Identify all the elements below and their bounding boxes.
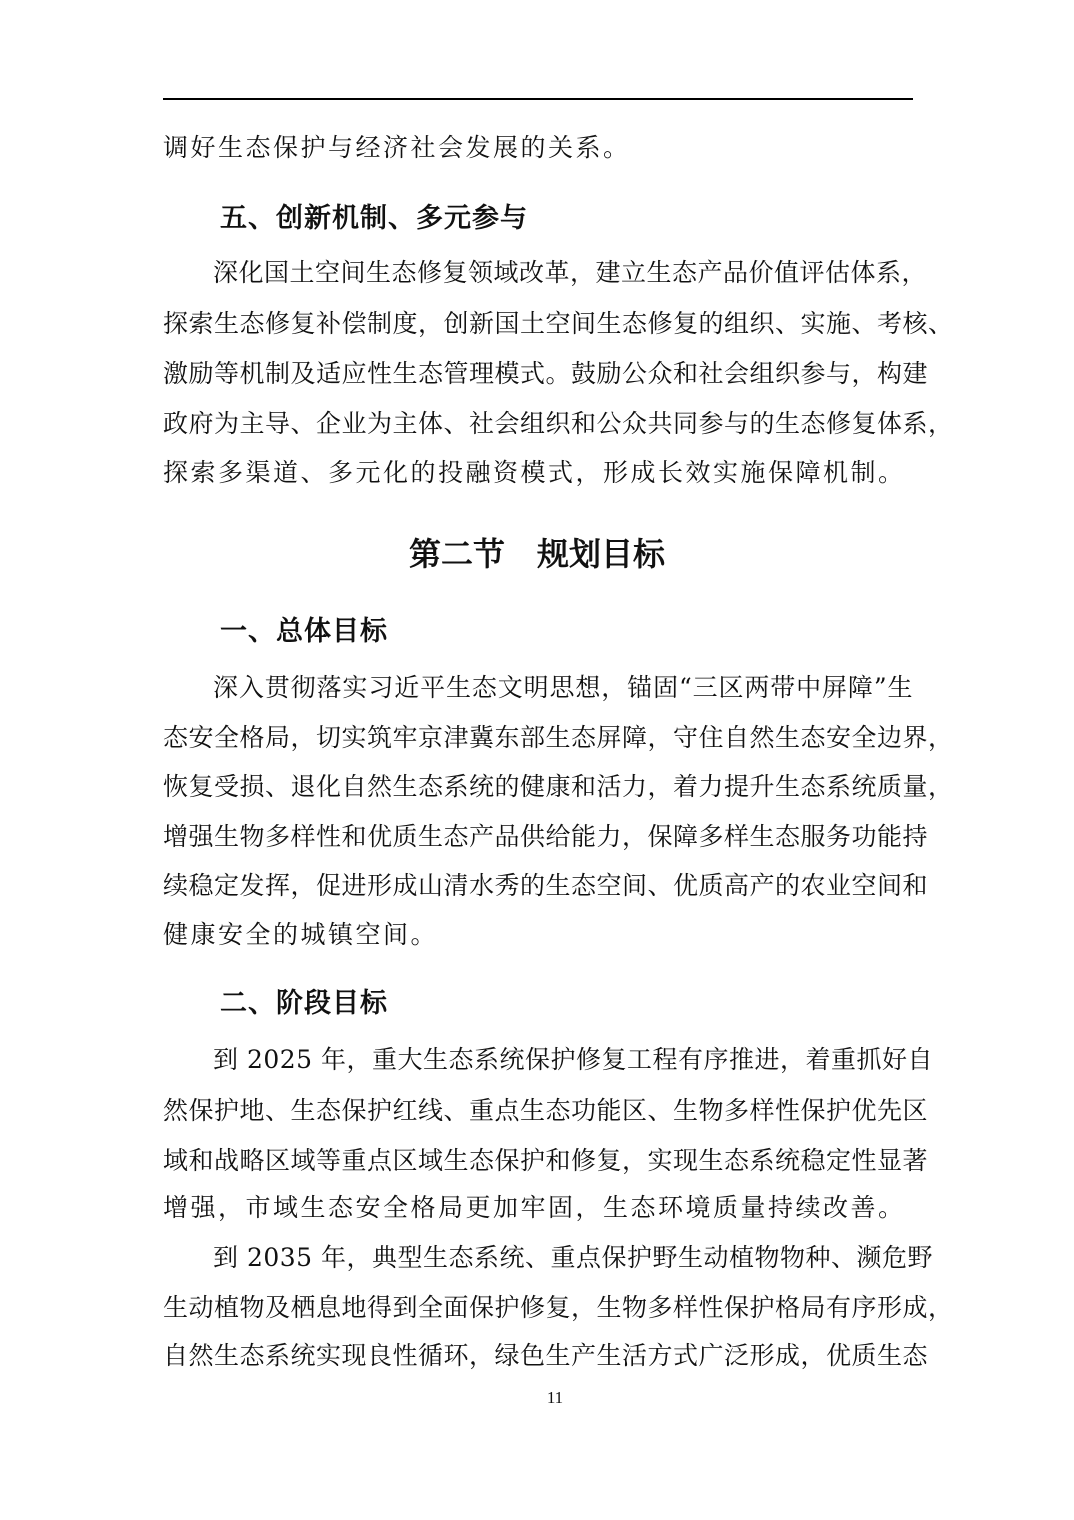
page-number: 11: [546, 1388, 564, 1407]
paragraph-line: 到 2035 年，典型生态系统、重点保护野生动植物物种、濒危野: [213, 1243, 934, 1272]
paragraph-line: 政府为主导、企业为主体、社会组织和公众共同参与的生态修复体系，: [163, 409, 954, 438]
paragraph-line: 探索生态修复补偿制度，创新国土空间生态修复的组织、实施、考核、: [163, 309, 954, 338]
continuation-line: 调好生态保护与经济社会发展的关系。: [163, 133, 631, 162]
header-rule: [163, 98, 913, 100]
paragraph-line: 激励等机制及适应性生态管理模式。鼓励公众和社会组织参与，构建: [163, 359, 929, 388]
section-title: 第二节 规划目标: [408, 535, 665, 573]
heading-overall-goal: 一、总体目标: [220, 616, 388, 647]
paragraph-line: 增强生物多样性和优质生态产品供给能力，保障多样生态服务功能持: [163, 822, 929, 851]
paragraph-line: 恢复受损、退化自然生态系统的健康和活力，着力提升生态系统质量，: [163, 772, 954, 801]
paragraph-line: 到 2025 年，重大生态系统保护修复工程有序推进，着重抓好自: [213, 1045, 934, 1074]
paragraph-line: 然保护地、生态保护红线、重点生态功能区、生物多样性保护优先区: [163, 1096, 929, 1125]
heading-stage-goals: 二、阶段目标: [220, 988, 388, 1019]
paragraph-line: 探索多渠道、多元化的投融资模式，形成长效实施保障机制。: [163, 458, 906, 487]
paragraph-line: 深化国土空间生态修复领域改革，建立生态产品价值评估体系，: [213, 258, 928, 287]
paragraph-line: 续稳定发挥，促进形成山清水秀的生态空间、优质高产的农业空间和: [163, 871, 929, 900]
paragraph-line: 生动植物及栖息地得到全面保护修复，生物多样性保护格局有序形成，: [163, 1293, 954, 1322]
paragraph-line: 态安全格局，切实筑牢京津冀东部生态屏障，守住自然生态安全边界，: [163, 723, 954, 752]
paragraph-line: 健康安全的城镇空间。: [163, 920, 439, 949]
heading-innovation-mechanism: 五、创新机制、多元参与: [220, 203, 528, 234]
paragraph-line: 深入贯彻落实习近平生态文明思想，锚固“三区两带中屏障”生: [213, 673, 913, 702]
paragraph-line: 增强，市域生态安全格局更加牢固，生态环境质量持续改善。: [163, 1193, 906, 1222]
paragraph-line: 自然生态系统实现良性循环，绿色生产生活方式广泛形成，优质生态: [163, 1341, 929, 1370]
paragraph-line: 域和战略区域等重点区域生态保护和修复，实现生态系统稳定性显著: [163, 1146, 929, 1175]
